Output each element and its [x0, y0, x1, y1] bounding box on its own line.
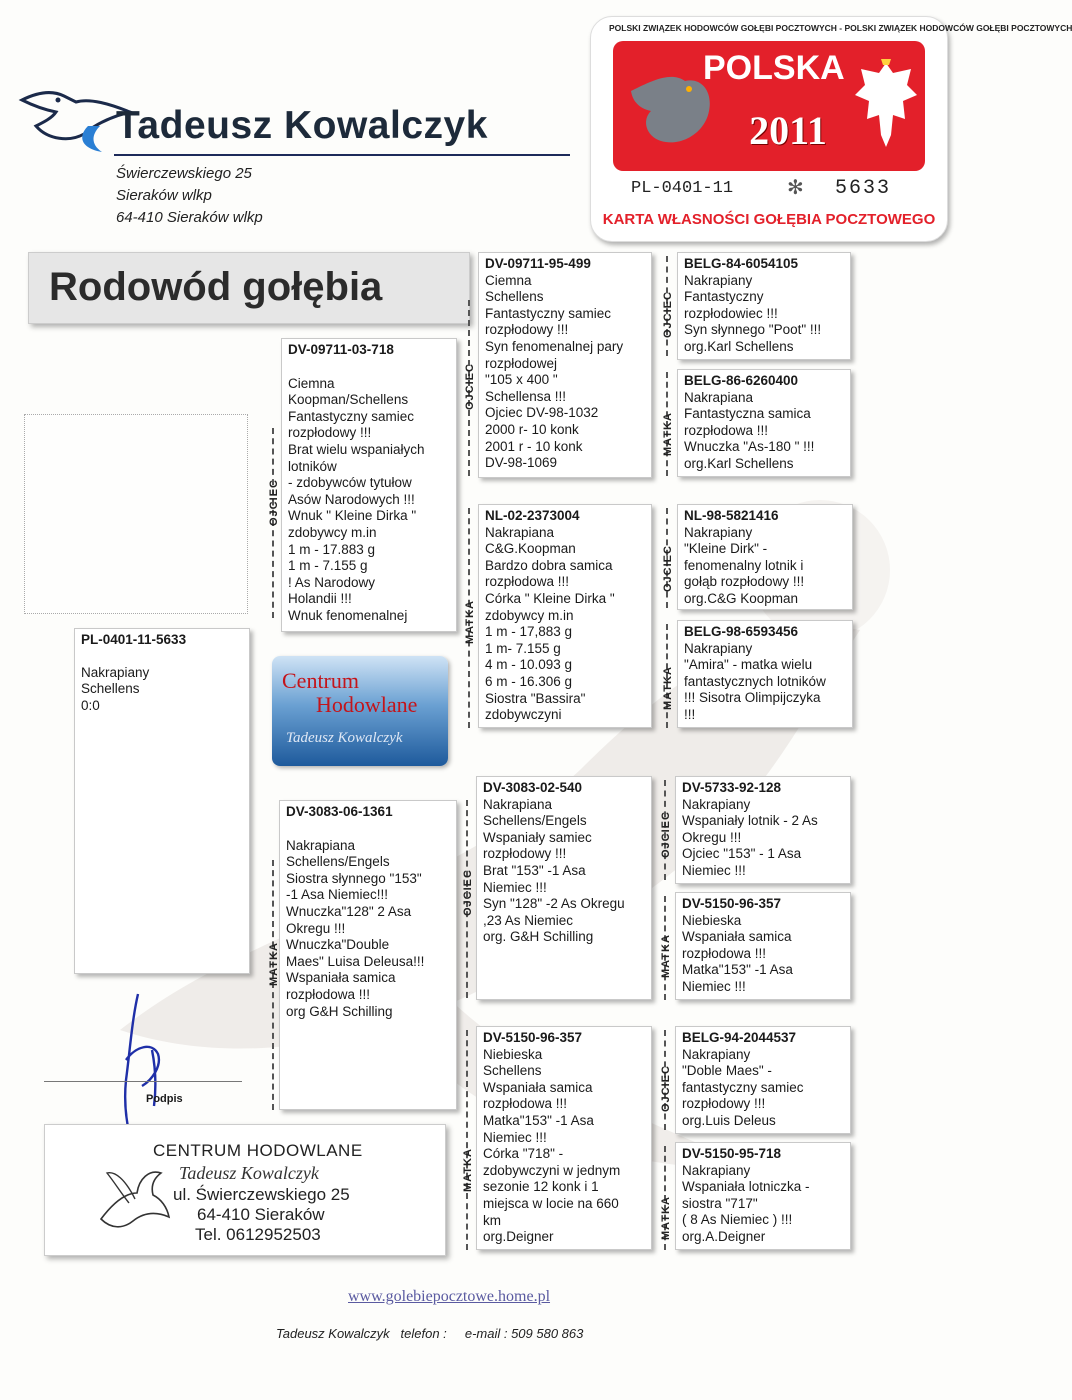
pedigree-line: Okregu !!!: [682, 829, 742, 845]
pedigree-id: DV-5150-95-718: [682, 1146, 782, 1161]
subject-line: Nakrapiany: [81, 664, 150, 680]
pedigree-line: ! As Narodowy: [288, 574, 376, 590]
pedigree-line: Ciemna: [485, 272, 532, 288]
pedigree-id: DV-5150-96-357: [682, 896, 782, 911]
website-link[interactable]: www.golebiepocztowe.home.pl: [348, 1288, 551, 1305]
pedigree-line: km: [483, 1212, 501, 1228]
pedigree-id: BELG-86-6260400: [684, 373, 799, 388]
pedigree-line: Siostra "Bassira": [485, 690, 586, 706]
pedigree-line: rozpłodowy !!!: [485, 322, 569, 338]
gen1-mother-card: [279, 800, 457, 1110]
pedigree-line: Siostra słynnego "153": [286, 870, 422, 886]
pedigree-line: org.Luis Deleus: [682, 1112, 776, 1128]
gen3-card-5: [675, 776, 851, 884]
pedigree-line: Wspaniały lotnik - 2 As: [682, 813, 818, 829]
pedigree-line: Brat "153" -1 Asa: [483, 862, 586, 878]
pedigree-line: Nakrapiana: [483, 796, 553, 812]
pedigree-line: Nakrapiany: [684, 272, 753, 288]
pedigree-line: Fantastyczny samiec: [485, 305, 612, 321]
pedigree-id: NL-02-2373004: [485, 508, 580, 523]
pedigree-line: 4 m - 10.093 g: [485, 657, 573, 673]
pedigree-line: Niebieska: [682, 912, 742, 928]
breeder-line-5: Tel. 0612952503: [195, 1225, 321, 1244]
pedigree-line: Bardzo dobra samica: [485, 557, 613, 573]
photo-placeholder: [24, 414, 248, 614]
pedigree-line: ( 8 As Niemiec ) !!!: [682, 1212, 793, 1228]
gen2-card-4: [476, 1026, 652, 1250]
matka-label: MATKA: [660, 1196, 672, 1240]
address-line-2: Sieraków wlkp: [116, 187, 212, 204]
pedigree-line: rozpłodowa !!!: [483, 1096, 568, 1112]
dove-icon: [95, 1159, 175, 1239]
pedigree-id: BELG-94-2044537: [682, 1030, 797, 1045]
matka-label: MATKA: [268, 942, 280, 986]
pedigree-line: rozpłodowy !!!: [483, 846, 567, 862]
pedigree-line: Wnuk " Kleine Dirka ": [288, 508, 417, 524]
address-line-3: 64-410 Sieraków wlkp: [116, 209, 263, 226]
pedigree-id: DV-5150-96-357: [483, 1030, 583, 1045]
pedigree-line: Córka " Kleine Dirka ": [485, 590, 615, 606]
pedigree-line: Okregu !!!: [286, 920, 346, 936]
pedigree-line: 2001 r - 10 konk: [485, 438, 583, 454]
pedigree-line: Córka "718" -: [483, 1146, 564, 1162]
pedigree-line: rozpłodowa !!!: [485, 574, 570, 590]
breeder-line-2: Tadeusz Kowalczyk: [179, 1163, 319, 1183]
pedigree-line: 1 m- 7.155 g: [485, 640, 561, 656]
address-line-1: Świerczewskiego 25: [116, 165, 252, 182]
pedigree-line: Niebieska: [483, 1046, 543, 1062]
pedigree-line: Wnuk fenomenalnej: [288, 607, 408, 623]
pedigree-line: Schellensa !!!: [485, 388, 567, 404]
ownership-stamp: [590, 16, 1072, 242]
pedigree-id: DV-3083-06-1361: [286, 804, 393, 819]
stamp-ring-num: 5633: [835, 177, 892, 200]
stamp-ring-code: PL-0401-11: [631, 179, 734, 198]
pedigree-id: BELG-84-6054105: [684, 256, 799, 271]
pedigree-line: Fantastyczny samiec: [288, 408, 415, 424]
pedigree-line: gołąb rozpłodowy !!!: [684, 574, 805, 590]
gen2-card-2: [478, 504, 652, 728]
pedigree-line: fantastycznych lotników: [684, 673, 826, 689]
pedigree-line: [286, 821, 450, 838]
pedigree-line: "Amira" - matka wielu: [684, 657, 813, 673]
pedigree-line: ,23 As Niemiec: [483, 912, 574, 928]
pedigree-line: Wspaniała samica: [682, 929, 792, 945]
subject-card: [74, 628, 250, 974]
pedigree-line: Niemiec !!!: [682, 862, 746, 878]
pedigree-line: zdobywczyni w jednym: [483, 1162, 621, 1178]
logo: [18, 82, 578, 162]
breeder-line-1: CENTRUM HODOWLANE: [153, 1141, 363, 1160]
gen3-card-7: [675, 1026, 851, 1134]
subject-id: PL-0401-11-5633: [81, 632, 187, 647]
pedigree-line: 1 m - 7.155 g: [288, 558, 368, 574]
pedigree-line: "Doble Maes" -: [682, 1063, 772, 1079]
matka-label: MATKA: [464, 600, 476, 644]
pedigree-line: Asów Narodowych !!!: [288, 491, 415, 507]
pedigree-line: Syn fenomenalnej pary: [485, 338, 624, 354]
ojciec-label: OJCIEC: [660, 811, 672, 858]
pedigree-line: 6 m - 16.306 g: [485, 673, 573, 689]
pedigree-line: !!!: [684, 706, 696, 722]
gen2-card-1: [478, 252, 652, 478]
pedigree-line: Fantastyczna samica: [684, 406, 811, 422]
pedigree-line: Schellens: [485, 289, 544, 305]
stamp-footer: KARTA WŁASNOŚCI GOŁĘBIA POCZTOWEGO: [602, 211, 936, 228]
pedigree-line: Koopman/Schellens: [288, 392, 409, 408]
pedigree-line: Nakrapiana: [485, 524, 555, 540]
pedigree-line: org.Karl Schellens: [684, 455, 794, 471]
footer-contact: Tadeusz Kowalczyk telefon : e-mail : 509 580 863: [276, 1326, 584, 1341]
pedigree-line: Syn "128" -2 As Okregu: [483, 896, 625, 912]
pedigree-line: Wnuczka "As-180 " !!!: [684, 439, 815, 455]
pedigree-line: "Kleine Dirk" -: [684, 541, 768, 557]
pedigree-line: Nakrapiany: [684, 640, 753, 656]
breeder-line-4: 64-410 Sieraków: [197, 1205, 325, 1224]
matka-label: MATKA: [660, 934, 672, 978]
pedigree-line: org G&H Schilling: [286, 1003, 393, 1019]
gen2-card-3: [476, 776, 652, 1000]
logo-underline: [114, 154, 570, 156]
subject-line: Schellens: [81, 681, 140, 697]
centrum-card: [272, 656, 448, 766]
header-address: [116, 163, 263, 229]
ojciec-label: OJCIEC: [660, 1065, 672, 1112]
pedigree-line: Wspaniała samica: [483, 1079, 593, 1095]
centrum-card-line3: Tadeusz Kowalczyk: [286, 730, 403, 746]
pedigree-line: Wspaniała lotniczka -: [682, 1179, 810, 1195]
gen3-card-1: [677, 252, 851, 360]
pedigree-line: Wnuczka"128" 2 Asa: [286, 903, 412, 919]
stamp-ring-text: POLSKI ZWIĄZEK HODOWCÓW GOŁĘBI POCZTOWYCH - POLSKI ZWIĄZEK HODOWCÓW GOŁĘBI POCZTOWYCH: [609, 23, 1072, 33]
stamp-red-panel: [613, 41, 925, 171]
subject-line: 0:0: [81, 697, 100, 713]
pedigree-line: Maes" Luisa Deleusa!!!: [286, 953, 425, 969]
pedigree-line: Wspaniała samica: [286, 970, 396, 986]
pedigree-line: org.Deigner: [483, 1229, 554, 1245]
pedigree-line: Matka"153" -1 Asa: [483, 1112, 594, 1128]
pedigree-line: Ojciec DV-98-1032: [485, 405, 599, 421]
stamp-year: 2011: [749, 108, 827, 153]
pedigree-line: [288, 359, 450, 376]
pedigree-id: DV-09711-03-718: [288, 342, 394, 357]
pedigree-line: org.Karl Schellens: [684, 338, 794, 354]
centrum-card-line1: Centrum: [282, 668, 359, 693]
pedigree-line: 1 m - 17.883 g: [288, 541, 376, 557]
pedigree-line: Nakrapiany: [682, 1046, 751, 1062]
pedigree-line: Fantastyczny: [684, 289, 764, 305]
pedigree-line: sezonie 12 konk i 1: [483, 1179, 599, 1195]
gen3-card-6: [675, 892, 851, 1000]
pedigree-line: 2000 r- 10 konk: [485, 421, 579, 437]
pedigree-line: zdobywcy m.in: [485, 607, 574, 623]
ojciec-label: OJCIEC: [464, 363, 476, 410]
pedigree-line: Schellens/Engels: [286, 854, 390, 870]
pedigree-line: org.C&G Koopman: [684, 590, 799, 606]
pedigree-line: Wspaniały samiec: [483, 829, 592, 845]
pedigree-line: zdobywczyni: [485, 707, 562, 723]
pedigree-line: Holandii !!!: [288, 591, 352, 607]
matka-label: MATKA: [662, 666, 674, 710]
pedigree-line: Niemiec !!!: [483, 1129, 547, 1145]
breeder-box: [44, 1124, 446, 1256]
pedigree-line: "105 x 400 ": [485, 372, 558, 388]
pedigree-line: Niemiec !!!: [682, 978, 746, 994]
handwritten-signature: [112, 990, 172, 1140]
pedigree-line: Nakrapiany: [682, 1162, 751, 1178]
signature-line: [44, 1081, 242, 1082]
pedigree-line: rozpłodowy !!!: [682, 1096, 766, 1112]
ojciec-label: OJCIEC: [462, 869, 474, 916]
pedigree-line: rozpłodowa !!!: [682, 945, 767, 961]
pedigree-line: Nakrapiany: [684, 524, 753, 540]
ojciec-label: OJCIEC: [662, 545, 674, 592]
title-box: [28, 252, 470, 324]
ojciec-label: OJCIEC: [662, 291, 674, 338]
gen3-card-4: [677, 620, 853, 728]
gen3-card-2: [677, 369, 851, 477]
pedigree-line: - zdobywców tytułow: [288, 475, 412, 491]
pedigree-line: zdobywcy m.in: [288, 524, 377, 540]
pedigree-line: Schellens/Engels: [483, 813, 587, 829]
pedigree-line: Ojciec "153" - 1 Asa: [682, 846, 802, 862]
pedigree-id: DV-5733-92-128: [682, 780, 782, 795]
pedigree-line: Wnuczka"Double: [286, 937, 390, 953]
snowflake-icon: ✻: [787, 177, 804, 199]
pedigree-id: BELG-98-6593456: [684, 624, 799, 639]
matka-label: MATKA: [462, 1148, 474, 1192]
pedigree-line: fenomenalny lotnik i: [684, 557, 804, 573]
pedigree-line: fantastyczny samiec: [682, 1079, 804, 1095]
pedigree-id: DV-09711-95-499: [485, 256, 591, 271]
gen1-father-card: [281, 338, 457, 632]
matka-label: MATKA: [662, 412, 674, 456]
gen3-card-8: [675, 1142, 851, 1250]
pedigree-line: Syn słynnego "Poot" !!!: [684, 322, 822, 338]
breeder-line-3: ul. Świerczewskiego 25: [173, 1185, 350, 1204]
page-title: Rodowód gołębia: [49, 265, 383, 309]
pedigree-line: Brat wielu wspaniałych: [288, 441, 425, 457]
pedigree-line: rozpłodowa !!!: [684, 422, 769, 438]
pedigree-line: Niemiec !!!: [483, 879, 547, 895]
logo-name: Tadeusz Kowalczyk: [116, 104, 488, 147]
pedigree-line: org. G&H Schilling: [483, 929, 594, 945]
pedigree-line: DV-98-1069: [485, 455, 558, 471]
pedigree-line: Nakrapiana: [684, 389, 754, 405]
pedigree-line: C&G.Koopman: [485, 541, 576, 557]
pedigree-line: 1 m - 17,883 g: [485, 624, 573, 640]
stamp-country: POLSKA: [703, 49, 845, 87]
pedigree-line: Matka"153" -1 Asa: [682, 962, 793, 978]
centrum-card-line2: Hodowlane: [316, 692, 418, 717]
white-eagle-icon: [851, 55, 921, 155]
signature-label: Podpis: [146, 1093, 183, 1105]
pedigree-line: rozpłodowiec !!!: [684, 305, 778, 321]
pedigree-line: lotników: [288, 458, 337, 474]
pedigree-line: org.A.Deigner: [682, 1228, 766, 1244]
ojciec-label: OJCIEC: [268, 479, 280, 526]
pedigree-line: rozpłodowej: [485, 355, 558, 371]
pedigree-line: !!! Sisotra Olimpijczyka: [684, 690, 821, 706]
pedigree-id: NL-98-5821416: [684, 508, 779, 523]
pedigree-line: -1 Asa Niemiec!!!: [286, 887, 389, 903]
pedigree-id: DV-3083-02-540: [483, 780, 583, 795]
pedigree-line: miejsca w locie na 660: [483, 1195, 619, 1211]
pedigree-line: rozpłodowa !!!: [286, 986, 371, 1002]
pedigree-line: siostra "717": [682, 1195, 758, 1211]
gen3-card-3: [677, 504, 853, 610]
pedigree-line: rozpłodowy !!!: [288, 425, 372, 441]
pedigree-line: Ciemna: [288, 375, 335, 391]
pedigree-line: Nakrapiany: [682, 796, 751, 812]
pedigree-line: Nakrapiana: [286, 837, 356, 853]
pedigree-line: Schellens: [483, 1063, 542, 1079]
